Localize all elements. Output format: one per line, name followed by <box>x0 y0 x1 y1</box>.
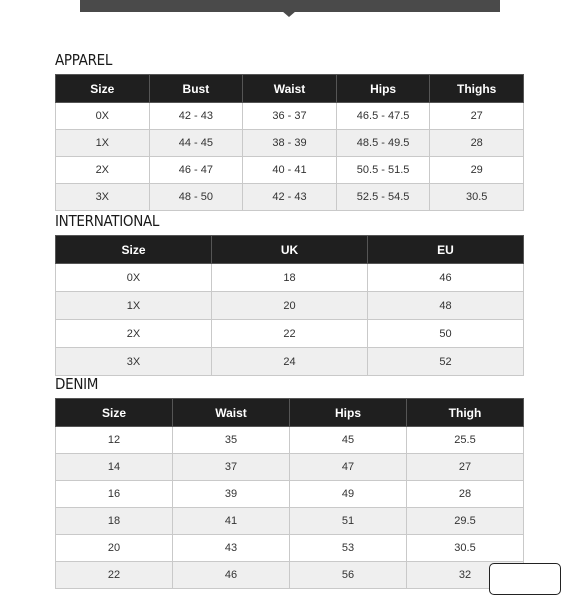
table-row <box>56 264 524 292</box>
header-cell: UK <box>212 236 368 264</box>
header-cell: Size <box>56 75 150 103</box>
table-cell: 0X <box>56 103 150 130</box>
table-cell: 27 <box>407 454 524 481</box>
table-header-row <box>56 399 524 427</box>
table-cell: 44 - 45 <box>149 130 243 157</box>
table-cell: 3X <box>56 184 150 211</box>
table-cell: 2X <box>56 157 150 184</box>
header-cell: Waist <box>243 75 337 103</box>
table-cell: 41 <box>173 508 290 535</box>
table-cell: 20 <box>212 292 368 320</box>
header-cell: Waist <box>173 399 290 427</box>
table-cell: 50 <box>368 320 524 348</box>
international-size-table <box>55 235 524 376</box>
table-cell: 53 <box>290 535 407 562</box>
table-cell: 16 <box>56 481 173 508</box>
table-row <box>56 481 524 508</box>
caret-down-icon <box>282 11 296 17</box>
table-cell: 30.5 <box>430 184 524 211</box>
table-cell: 49 <box>290 481 407 508</box>
denim-title: DENIM <box>55 375 99 393</box>
table-cell: 24 <box>212 348 368 376</box>
table-row <box>56 292 524 320</box>
table-row <box>56 454 524 481</box>
table-row <box>56 508 524 535</box>
table-cell: 46 <box>368 264 524 292</box>
table-cell: 22 <box>212 320 368 348</box>
table-cell: 39 <box>173 481 290 508</box>
table-row <box>56 130 524 157</box>
header-cell: Bust <box>149 75 243 103</box>
table-cell: 42 - 43 <box>149 103 243 130</box>
table-cell: 45 <box>290 427 407 454</box>
international-title: INTERNATIONAL <box>55 212 160 230</box>
apparel-title: APPAREL <box>55 51 113 69</box>
table-row <box>56 535 524 562</box>
table-cell: 56 <box>290 562 407 589</box>
table-row <box>56 184 524 211</box>
table-cell: 32 <box>407 562 524 589</box>
header-cell: Size <box>56 399 173 427</box>
table-cell: 1X <box>56 292 212 320</box>
table-cell: 25.5 <box>407 427 524 454</box>
table-cell: 28 <box>430 130 524 157</box>
table-cell: 38 - 39 <box>243 130 337 157</box>
table-cell: 28 <box>407 481 524 508</box>
header-cell: Thigh <box>407 399 524 427</box>
table-cell: 36 - 37 <box>243 103 337 130</box>
floating-action-button[interactable] <box>489 563 561 595</box>
table-cell: 46 <box>173 562 290 589</box>
table-cell: 14 <box>56 454 173 481</box>
table-cell: 43 <box>173 535 290 562</box>
table-cell: 18 <box>56 508 173 535</box>
table-row <box>56 320 524 348</box>
apparel-size-table <box>55 74 524 211</box>
table-cell: 18 <box>212 264 368 292</box>
table-cell: 29.5 <box>407 508 524 535</box>
table-cell: 52 <box>368 348 524 376</box>
table-cell: 1X <box>56 130 150 157</box>
table-row <box>56 348 524 376</box>
header-cell: Size <box>56 236 212 264</box>
table-cell: 52.5 - 54.5 <box>336 184 430 211</box>
table-header-row <box>56 75 524 103</box>
table-cell: 22 <box>56 562 173 589</box>
table-cell: 30.5 <box>407 535 524 562</box>
table-row <box>56 103 524 130</box>
table-cell: 48 - 50 <box>149 184 243 211</box>
header-cell: Hips <box>336 75 430 103</box>
table-cell: 3X <box>56 348 212 376</box>
table-cell: 46.5 - 47.5 <box>336 103 430 130</box>
table-cell: 51 <box>290 508 407 535</box>
table-cell: 0X <box>56 264 212 292</box>
table-header-row <box>56 236 524 264</box>
table-cell: 35 <box>173 427 290 454</box>
table-row <box>56 427 524 454</box>
denim-size-table <box>55 398 524 589</box>
table-cell: 40 - 41 <box>243 157 337 184</box>
header-cell: EU <box>368 236 524 264</box>
table-row <box>56 157 524 184</box>
table-cell: 50.5 - 51.5 <box>336 157 430 184</box>
table-cell: 48.5 - 49.5 <box>336 130 430 157</box>
table-cell: 20 <box>56 535 173 562</box>
table-cell: 2X <box>56 320 212 348</box>
table-cell: 46 - 47 <box>149 157 243 184</box>
table-cell: 29 <box>430 157 524 184</box>
header-cell: Hips <box>290 399 407 427</box>
table-cell: 12 <box>56 427 173 454</box>
table-cell: 37 <box>173 454 290 481</box>
table-cell: 42 - 43 <box>243 184 337 211</box>
table-cell: 47 <box>290 454 407 481</box>
table-cell: 27 <box>430 103 524 130</box>
header-cell: Thighs <box>430 75 524 103</box>
table-cell: 48 <box>368 292 524 320</box>
table-row <box>56 562 524 589</box>
